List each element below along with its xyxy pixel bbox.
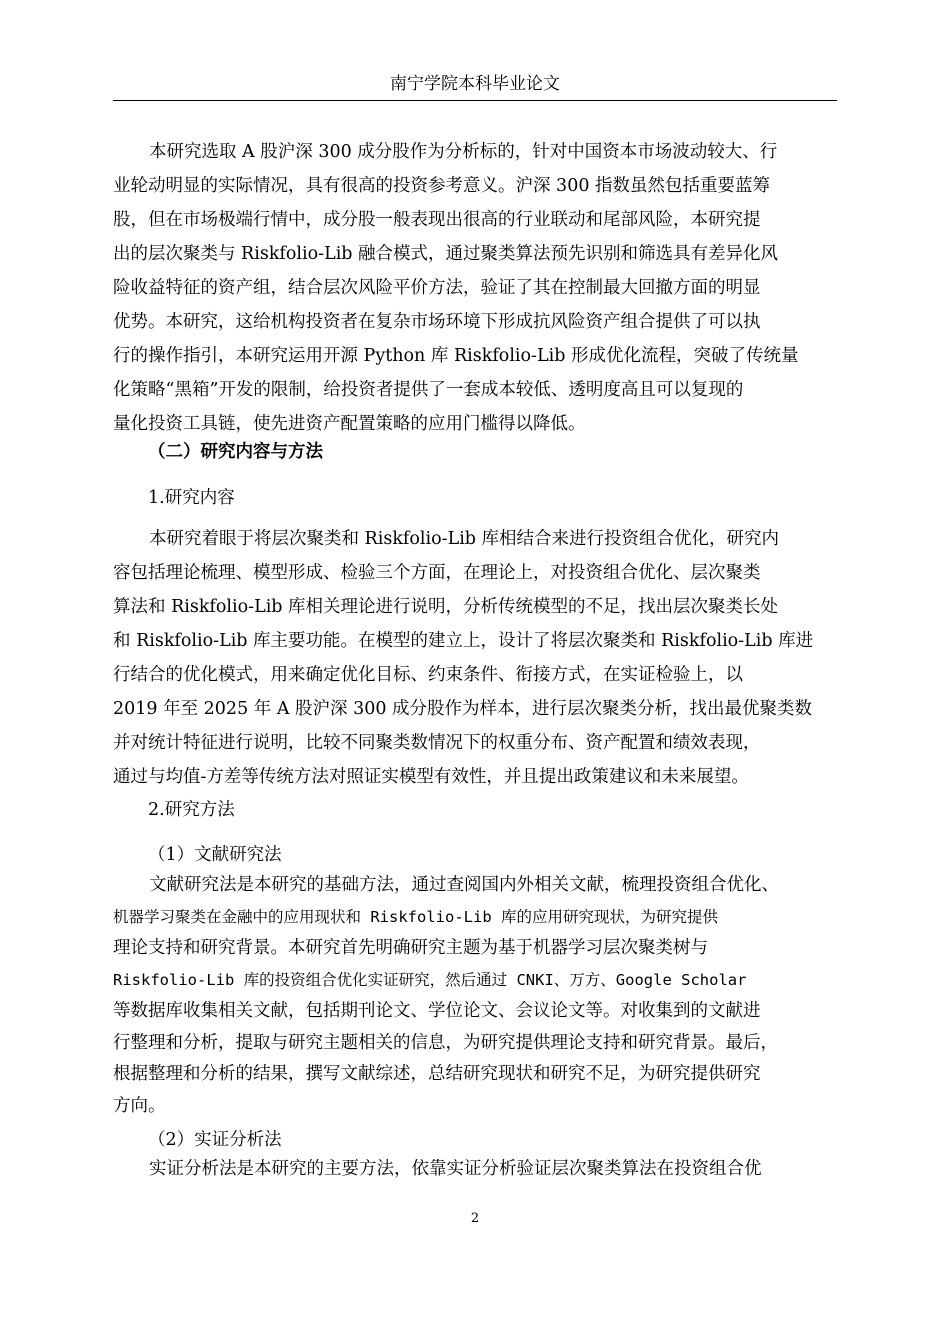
subsection-heading-content: 1.研究内容	[148, 488, 235, 508]
method-heading-literature: （1）文献研究法	[148, 845, 282, 865]
page-number: 2	[470, 1211, 480, 1226]
text-line: 行整理和分析，提取与研究主题相关的信息，为研究提供理论支持和研究背景。最后，	[113, 1032, 778, 1053]
text-line: 方向。	[113, 1095, 166, 1116]
section-heading: （二）研究内容与方法	[148, 442, 323, 462]
text-line: 并对统计特征进行说明，比较不同聚类数情况下的权重分布、资产配置和绩效表现，	[113, 733, 761, 753]
paragraph-research-content	[113, 522, 837, 794]
text-line: 根据整理和分析的结果，撰写文献综述，总结研究现状和研究不足，为研究提供研究	[113, 1064, 761, 1084]
paragraph-literature-method	[113, 870, 837, 1122]
text-line: 行的操作指引，本研究运用开源 Python 库 Riskfolio-Lib 形成优化流程，突破了传统量	[113, 346, 799, 366]
text-line: 本研究着眼于将层次聚类和 Riskfolio-Lib 库相结合来进行投资组合优化，研究内	[149, 529, 780, 549]
text-line: 量化投资工具链，使先进资产配置策略的应用门槛得以降低。	[113, 414, 586, 434]
text-line: 本研究选取 A 股沪深 300 成分股作为分析标的，针对中国资本市场波动较大、行	[149, 142, 778, 162]
paragraph-research-significance	[113, 135, 837, 441]
text-line: 容包括理论梳理、模型形成、检验三个方面，在理论上，对投资组合优化、层次聚类	[113, 563, 761, 583]
text-line: 文献研究法是本研究的基础方法，通过查阅国内外相关文献，梳理投资组合优化、	[149, 875, 779, 895]
text-line: 理论支持和研究背景。本研究首先明确研究主题为基于机器学习层次聚类树与	[113, 938, 708, 958]
text-line: 出的层次聚类与 Riskfolio-Lib 融合模式，通过聚类算法预先识别和筛选具有差异化风	[113, 244, 779, 264]
paragraph-empirical-method	[113, 1152, 837, 1186]
text-line: 股，但在市场极端行情中，成分股一般表现出很高的行业联动和尾部风险，本研究提	[113, 210, 761, 230]
text-line: 机器学习聚类在金融中的应用现状和 Riskfolio-Lib 库的应用研究现状，为研究提供	[113, 907, 718, 926]
text-line: 优势。本研究，这给机构投资者在复杂市场环境下形成抗风险资产组合提供了可以执	[113, 312, 761, 332]
subsection-heading-methods: 2.研究方法	[148, 800, 235, 820]
text-line: 行结合的优化模式，用来确定优化目标、约束条件、衔接方式，在实证检验上，以	[113, 665, 743, 685]
page-header-title: 南宁学院本科毕业论文	[390, 74, 560, 94]
header-rule	[113, 100, 837, 101]
text-line: Riskfolio-Lib 库的投资组合优化实证研究，然后通过 CNKI、万方、Google Scholar	[113, 970, 747, 989]
text-line: 险收益特征的资产组，结合层次风险平价方法，验证了其在控制最大回撤方面的明显	[113, 278, 761, 298]
text-line: 算法和 Riskfolio-Lib 库相关理论进行说明，分析传统模型的不足，找出层次聚类长处	[113, 597, 779, 617]
text-line: 等数据库收集相关文献，包括期刊论文、学位论文、会议论文等。对收集到的文献进	[113, 1001, 761, 1021]
text-line: 业轮动明显的实际情况，具有很高的投资参考意义。沪深 300 指数虽然包括重要蓝筹	[113, 176, 771, 196]
text-line: 2019 年至 2025 年 A 股沪深 300 成分股作为样本，进行层次聚类分析，找出最优聚类数	[113, 699, 813, 719]
text-line: 通过与均值-方差等传统方法对照证实模型有效性，并且提出政策建议和未来展望。	[113, 767, 749, 787]
text-line: 和 Riskfolio-Lib 库主要功能。在模型的建立上，设计了将层次聚类和 Riskfolio-Lib 库进	[113, 631, 814, 651]
text-line: 实证分析法是本研究的主要方法，依靠实证分析验证层次聚类算法在投资组合优	[149, 1159, 762, 1179]
text-line: 化策略“黑箱”开发的限制，给投资者提供了一套成本较低、透明度高且可以复现的	[113, 380, 744, 400]
method-heading-empirical: （2）实证分析法	[148, 1130, 282, 1150]
